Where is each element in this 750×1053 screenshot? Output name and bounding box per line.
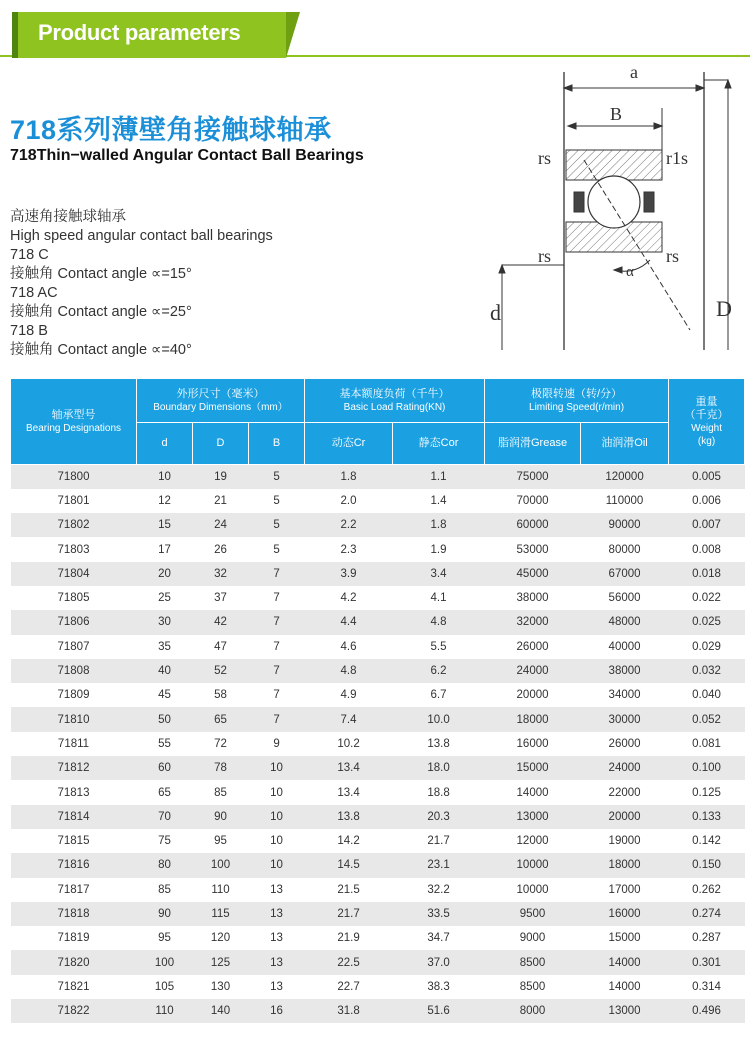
table-cell: 100 bbox=[193, 853, 249, 877]
table-cell: 0.007 bbox=[669, 513, 745, 537]
table-cell: 71803 bbox=[11, 537, 137, 561]
table-cell: 5 bbox=[249, 537, 305, 561]
table-cell: 30 bbox=[137, 610, 193, 634]
table-row bbox=[11, 926, 745, 950]
table-body bbox=[11, 465, 745, 1024]
table-cell: 16 bbox=[249, 999, 305, 1023]
table-cell: 78 bbox=[193, 756, 249, 780]
header-grease: 脂润滑Grease bbox=[485, 423, 581, 465]
table-cell: 20.3 bbox=[393, 805, 485, 829]
table-cell: 110 bbox=[193, 878, 249, 902]
table-cell: 13.8 bbox=[393, 732, 485, 756]
table-cell: 38.3 bbox=[393, 975, 485, 999]
table-cell: 17 bbox=[137, 537, 193, 561]
table-cell: 6.2 bbox=[393, 659, 485, 683]
table-cell: 71806 bbox=[11, 610, 137, 634]
table-cell: 7 bbox=[249, 635, 305, 659]
table-row bbox=[11, 780, 745, 804]
table-cell: 40000 bbox=[581, 635, 669, 659]
table-cell: 0.022 bbox=[669, 586, 745, 610]
table-cell: 15 bbox=[137, 513, 193, 537]
table-row bbox=[11, 513, 745, 537]
table-cell: 6.7 bbox=[393, 683, 485, 707]
table-cell: 71804 bbox=[11, 562, 137, 586]
table-cell: 34000 bbox=[581, 683, 669, 707]
table-cell: 71819 bbox=[11, 926, 137, 950]
table-cell: 0.029 bbox=[669, 635, 745, 659]
header-oil: 油润滑Oil bbox=[581, 423, 669, 465]
table-cell: 18.0 bbox=[393, 756, 485, 780]
table-cell: 42 bbox=[193, 610, 249, 634]
table-cell: 71821 bbox=[11, 975, 137, 999]
table-cell: 0.274 bbox=[669, 902, 745, 926]
table-cell: 71812 bbox=[11, 756, 137, 780]
table-row bbox=[11, 975, 745, 999]
table-cell: 75000 bbox=[485, 465, 581, 489]
table-cell: 0.125 bbox=[669, 780, 745, 804]
table-cell: 13.8 bbox=[305, 805, 393, 829]
table-cell: 18000 bbox=[581, 853, 669, 877]
table-cell: 33.5 bbox=[393, 902, 485, 926]
table-row bbox=[11, 950, 745, 974]
table-cell: 71811 bbox=[11, 732, 137, 756]
table-cell: 7.4 bbox=[305, 707, 393, 731]
table-cell: 71817 bbox=[11, 878, 137, 902]
table-cell: 14.5 bbox=[305, 853, 393, 877]
table-cell: 14000 bbox=[581, 975, 669, 999]
table-cell: 4.4 bbox=[305, 610, 393, 634]
table-cell: 3.9 bbox=[305, 562, 393, 586]
table-cell: 34.7 bbox=[393, 926, 485, 950]
table-cell: 18000 bbox=[485, 707, 581, 731]
table-cell: 9 bbox=[249, 732, 305, 756]
table-cell: 14.2 bbox=[305, 829, 393, 853]
table-cell: 21 bbox=[193, 489, 249, 513]
table-cell: 5 bbox=[249, 513, 305, 537]
description-line: High speed angular contact ball bearings bbox=[10, 228, 273, 244]
page-title-en: 718Thin−walled Angular Contact Ball Bearings bbox=[10, 147, 364, 164]
table-row bbox=[11, 586, 745, 610]
page-title-cn: 718系列薄壁角接触球轴承 bbox=[10, 115, 332, 145]
description-line: 高速角接触球轴承 bbox=[10, 209, 126, 225]
table-cell: 7 bbox=[249, 610, 305, 634]
table-cell: 17000 bbox=[581, 878, 669, 902]
header-weight: 重量 （千克） Weight (kg) bbox=[669, 379, 745, 465]
table-cell: 7 bbox=[249, 683, 305, 707]
table-cell: 22.7 bbox=[305, 975, 393, 999]
table-cell: 8000 bbox=[485, 999, 581, 1023]
table-cell: 47 bbox=[193, 635, 249, 659]
table-cell: 140 bbox=[193, 999, 249, 1023]
table-cell: 1.9 bbox=[393, 537, 485, 561]
table-cell: 85 bbox=[137, 878, 193, 902]
dim-rs-label: rs bbox=[538, 246, 551, 266]
description-line: 接触角 Contact angle ∝=15° bbox=[10, 266, 192, 282]
table-cell: 12000 bbox=[485, 829, 581, 853]
table-cell: 0.496 bbox=[669, 999, 745, 1023]
description-line: 接触角 Contact angle ∝=25° bbox=[10, 304, 192, 320]
table-cell: 21.7 bbox=[393, 829, 485, 853]
table-cell: 72 bbox=[193, 732, 249, 756]
table-cell: 38000 bbox=[485, 586, 581, 610]
table-cell: 55 bbox=[137, 732, 193, 756]
table-cell: 1.8 bbox=[393, 513, 485, 537]
table-cell: 71814 bbox=[11, 805, 137, 829]
table-cell: 13 bbox=[249, 878, 305, 902]
table-row bbox=[11, 659, 745, 683]
table-cell: 100 bbox=[137, 950, 193, 974]
table-cell: 4.6 bbox=[305, 635, 393, 659]
table-cell: 4.8 bbox=[393, 610, 485, 634]
table-row bbox=[11, 853, 745, 877]
table-cell: 30000 bbox=[581, 707, 669, 731]
table-cell: 20 bbox=[137, 562, 193, 586]
table-cell: 7 bbox=[249, 586, 305, 610]
table-cell: 71805 bbox=[11, 586, 137, 610]
table-row bbox=[11, 732, 745, 756]
table-cell: 7 bbox=[249, 707, 305, 731]
table-cell: 0.133 bbox=[669, 805, 745, 829]
table-cell: 0.018 bbox=[669, 562, 745, 586]
table-cell: 95 bbox=[137, 926, 193, 950]
table-cell: 70 bbox=[137, 805, 193, 829]
dim-B-label: B bbox=[610, 104, 623, 124]
table-cell: 20000 bbox=[581, 805, 669, 829]
table-cell: 0.052 bbox=[669, 707, 745, 731]
table-cell: 58 bbox=[193, 683, 249, 707]
table-cell: 13.4 bbox=[305, 756, 393, 780]
table-cell: 22000 bbox=[581, 780, 669, 804]
table-cell: 13.4 bbox=[305, 780, 393, 804]
table-row bbox=[11, 707, 745, 731]
table-cell: 19 bbox=[193, 465, 249, 489]
table-cell: 0.006 bbox=[669, 489, 745, 513]
table-cell: 23.1 bbox=[393, 853, 485, 877]
table-cell: 10000 bbox=[485, 853, 581, 877]
table-cell: 80 bbox=[137, 853, 193, 877]
table-cell: 120000 bbox=[581, 465, 669, 489]
table-cell: 4.2 bbox=[305, 586, 393, 610]
description-line: 接触角 Contact angle ∝=40° bbox=[10, 342, 192, 358]
table-cell: 2.0 bbox=[305, 489, 393, 513]
table-cell: 53000 bbox=[485, 537, 581, 561]
table-cell: 110 bbox=[137, 999, 193, 1023]
table-cell: 0.025 bbox=[669, 610, 745, 634]
table-cell: 45 bbox=[137, 683, 193, 707]
table-cell: 19000 bbox=[581, 829, 669, 853]
table-cell: 0.032 bbox=[669, 659, 745, 683]
table-cell: 24000 bbox=[485, 659, 581, 683]
table-cell: 130 bbox=[193, 975, 249, 999]
table-cell: 40 bbox=[137, 659, 193, 683]
table-cell: 1.8 bbox=[305, 465, 393, 489]
table-cell: 20000 bbox=[485, 683, 581, 707]
header-cor: 静态Cor bbox=[393, 423, 485, 465]
table-cell: 31.8 bbox=[305, 999, 393, 1023]
table-cell: 10 bbox=[249, 780, 305, 804]
table-cell: 12 bbox=[137, 489, 193, 513]
table-cell: 71809 bbox=[11, 683, 137, 707]
dim-a-label: a bbox=[630, 62, 638, 82]
table-cell: 71820 bbox=[11, 950, 137, 974]
table-cell: 71816 bbox=[11, 853, 137, 877]
table-row bbox=[11, 465, 745, 489]
table-cell: 8500 bbox=[485, 975, 581, 999]
table-cell: 110000 bbox=[581, 489, 669, 513]
table-cell: 10 bbox=[249, 853, 305, 877]
table-cell: 2.3 bbox=[305, 537, 393, 561]
table-cell: 4.1 bbox=[393, 586, 485, 610]
table-cell: 90 bbox=[137, 902, 193, 926]
description-line: 718 C bbox=[10, 247, 49, 263]
contact-angle-label: α bbox=[626, 264, 634, 280]
table-row bbox=[11, 537, 745, 561]
table-row bbox=[11, 562, 745, 586]
table-cell: 13000 bbox=[581, 999, 669, 1023]
description-line: 718 B bbox=[10, 323, 48, 339]
table-cell: 65 bbox=[137, 780, 193, 804]
dim-D-label: D bbox=[716, 296, 732, 321]
table-cell: 32.2 bbox=[393, 878, 485, 902]
table-cell: 37 bbox=[193, 586, 249, 610]
table-cell: 71810 bbox=[11, 707, 137, 731]
table-cell: 10 bbox=[249, 829, 305, 853]
banner-label: Product parameters bbox=[38, 20, 241, 45]
table-cell: 5.5 bbox=[393, 635, 485, 659]
table-cell: 0.301 bbox=[669, 950, 745, 974]
table-cell: 71818 bbox=[11, 902, 137, 926]
table-cell: 48000 bbox=[581, 610, 669, 634]
table-cell: 105 bbox=[137, 975, 193, 999]
table-cell: 90000 bbox=[581, 513, 669, 537]
table-row bbox=[11, 902, 745, 926]
table-cell: 65 bbox=[193, 707, 249, 731]
table-cell: 80000 bbox=[581, 537, 669, 561]
header-boundary: 外形尺寸（毫米） Boundary Dimensions（mm） bbox=[137, 379, 305, 423]
table-row bbox=[11, 756, 745, 780]
table-cell: 71822 bbox=[11, 999, 137, 1023]
dim-rs-label: rs bbox=[666, 246, 679, 266]
table-cell: 0.005 bbox=[669, 465, 745, 489]
table-cell: 15000 bbox=[581, 926, 669, 950]
table-cell: 0.142 bbox=[669, 829, 745, 853]
table-cell: 71813 bbox=[11, 780, 137, 804]
table-cell: 125 bbox=[193, 950, 249, 974]
table-cell: 3.4 bbox=[393, 562, 485, 586]
table-cell: 24000 bbox=[581, 756, 669, 780]
header-load: 基本额度负荷（千牛） Basic Load Rating(KN) bbox=[305, 379, 485, 423]
header-D: D bbox=[193, 423, 249, 465]
table-cell: 120 bbox=[193, 926, 249, 950]
description-block bbox=[10, 208, 273, 360]
table-cell: 5 bbox=[249, 465, 305, 489]
table-cell: 75 bbox=[137, 829, 193, 853]
table-cell: 38000 bbox=[581, 659, 669, 683]
header-designation: 轴承型号 Bearing Designations bbox=[11, 379, 137, 465]
table-cell: 10 bbox=[137, 465, 193, 489]
table-cell: 26000 bbox=[485, 635, 581, 659]
table-cell: 50 bbox=[137, 707, 193, 731]
table-cell: 52 bbox=[193, 659, 249, 683]
table-cell: 21.5 bbox=[305, 878, 393, 902]
table-cell: 9500 bbox=[485, 902, 581, 926]
table-cell: 45000 bbox=[485, 562, 581, 586]
table-cell: 13 bbox=[249, 975, 305, 999]
table-cell: 25 bbox=[137, 586, 193, 610]
table-cell: 14000 bbox=[581, 950, 669, 974]
header-speed: 极限转速（转/分） Limiting Speed(r/min) bbox=[485, 379, 669, 423]
table-cell: 0.150 bbox=[669, 853, 745, 877]
table-cell: 115 bbox=[193, 902, 249, 926]
table-cell: 71808 bbox=[11, 659, 137, 683]
table-cell: 95 bbox=[193, 829, 249, 853]
table-cell: 22.5 bbox=[305, 950, 393, 974]
table-cell: 67000 bbox=[581, 562, 669, 586]
table-cell: 90 bbox=[193, 805, 249, 829]
table-row bbox=[11, 878, 745, 902]
table-cell: 71807 bbox=[11, 635, 137, 659]
table-row bbox=[11, 489, 745, 513]
table-cell: 71800 bbox=[11, 465, 137, 489]
table-cell: 4.9 bbox=[305, 683, 393, 707]
table-row bbox=[11, 999, 745, 1023]
table-cell: 9000 bbox=[485, 926, 581, 950]
table-cell: 21.9 bbox=[305, 926, 393, 950]
table-cell: 56000 bbox=[581, 586, 669, 610]
table-cell: 16000 bbox=[581, 902, 669, 926]
header-d: d bbox=[137, 423, 193, 465]
table-cell: 0.262 bbox=[669, 878, 745, 902]
table-row bbox=[11, 635, 745, 659]
table-cell: 60000 bbox=[485, 513, 581, 537]
table-cell: 0.081 bbox=[669, 732, 745, 756]
table-cell: 0.314 bbox=[669, 975, 745, 999]
table-cell: 85 bbox=[193, 780, 249, 804]
table-cell: 5 bbox=[249, 489, 305, 513]
table-cell: 0.040 bbox=[669, 683, 745, 707]
table-cell: 32 bbox=[193, 562, 249, 586]
table-cell: 10000 bbox=[485, 878, 581, 902]
bearing-parameter-table bbox=[10, 378, 744, 1023]
description-line: 718 AC bbox=[10, 285, 58, 301]
table-cell: 26 bbox=[193, 537, 249, 561]
table-cell: 71815 bbox=[11, 829, 137, 853]
table-cell: 8500 bbox=[485, 950, 581, 974]
table-cell: 35 bbox=[137, 635, 193, 659]
table-cell: 71801 bbox=[11, 489, 137, 513]
table-cell: 26000 bbox=[581, 732, 669, 756]
table-cell: 7 bbox=[249, 562, 305, 586]
header-B: B bbox=[249, 423, 305, 465]
table-cell: 7 bbox=[249, 659, 305, 683]
header-banner bbox=[0, 0, 750, 60]
table-cell: 0.008 bbox=[669, 537, 745, 561]
table-cell: 0.287 bbox=[669, 926, 745, 950]
table-cell: 10 bbox=[249, 805, 305, 829]
table-cell: 24 bbox=[193, 513, 249, 537]
table-cell: 10 bbox=[249, 756, 305, 780]
table-cell: 2.2 bbox=[305, 513, 393, 537]
table-cell: 51.6 bbox=[393, 999, 485, 1023]
header-cr: 动态Cr bbox=[305, 423, 393, 465]
table-cell: 13 bbox=[249, 950, 305, 974]
table-cell: 4.8 bbox=[305, 659, 393, 683]
table-row bbox=[11, 829, 745, 853]
table-cell: 10.2 bbox=[305, 732, 393, 756]
table-cell: 13000 bbox=[485, 805, 581, 829]
table-cell: 13 bbox=[249, 902, 305, 926]
table-cell: 14000 bbox=[485, 780, 581, 804]
dim-r1s-label: r1s bbox=[666, 148, 688, 168]
table-cell: 1.1 bbox=[393, 465, 485, 489]
table-cell: 13 bbox=[249, 926, 305, 950]
table-cell: 60 bbox=[137, 756, 193, 780]
table-cell: 16000 bbox=[485, 732, 581, 756]
table-cell: 0.100 bbox=[669, 756, 745, 780]
bearing-diagram bbox=[490, 60, 740, 360]
table-cell: 15000 bbox=[485, 756, 581, 780]
dim-d-label: d bbox=[490, 300, 501, 325]
table-cell: 37.0 bbox=[393, 950, 485, 974]
table-row bbox=[11, 805, 745, 829]
table-cell: 32000 bbox=[485, 610, 581, 634]
table-cell: 10.0 bbox=[393, 707, 485, 731]
table-row bbox=[11, 610, 745, 634]
table-cell: 21.7 bbox=[305, 902, 393, 926]
table-cell: 71802 bbox=[11, 513, 137, 537]
dim-rs-label: rs bbox=[538, 148, 551, 168]
table-row bbox=[11, 683, 745, 707]
table-cell: 18.8 bbox=[393, 780, 485, 804]
table-cell: 1.4 bbox=[393, 489, 485, 513]
table-cell: 70000 bbox=[485, 489, 581, 513]
